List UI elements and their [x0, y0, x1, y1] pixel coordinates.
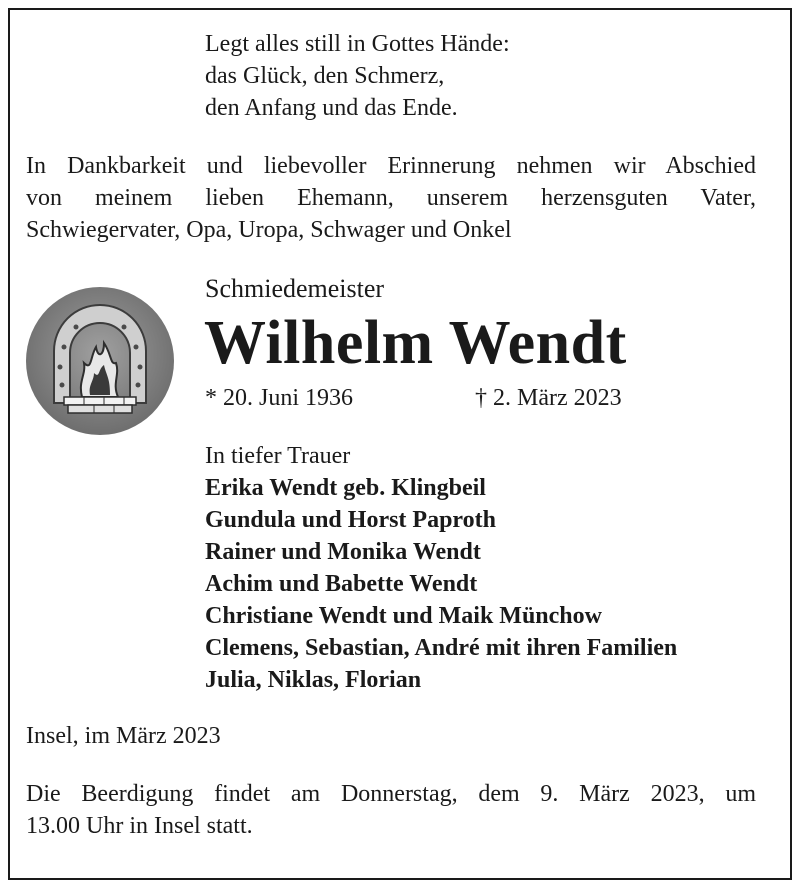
mourner-line: Rainer und Monika Wendt — [205, 539, 481, 565]
life-dates — [205, 382, 622, 414]
intro-line: Schwiegervater, Opa, Uropa, Schwager und Onkel — [26, 217, 512, 243]
mourning-heading: In tiefer Trauer — [205, 443, 351, 469]
intro-line: von meinem lieben Ehemann, unserem herzensguten Vater, — [26, 185, 756, 211]
mourner-line: Julia, Niklas, Florian — [205, 667, 422, 693]
deceased-name: Wilhelm Wendt — [204, 309, 627, 377]
funeral-notice — [26, 778, 756, 842]
death-date: † 2. März 2023 — [475, 385, 622, 411]
poem-line: Legt alles still in Gottes Hände: — [205, 31, 510, 57]
funeral-line: Die Beerdigung findet am Donnerstag, dem 9. März 2023, um — [26, 781, 756, 807]
funeral-line: 13.00 Uhr in Insel statt. — [26, 813, 253, 839]
poem-line: den Anfang und das Ende. — [205, 95, 458, 121]
intro-text — [26, 150, 756, 246]
blacksmith-emblem-icon — [24, 285, 176, 437]
mourner-line: Clemens, Sebastian, André mit ihren Familien — [205, 635, 678, 661]
poem-line: das Glück, den Schmerz, — [205, 63, 445, 89]
place-date: Insel, im März 2023 — [26, 723, 221, 749]
mourner-line: Achim und Babette Wendt — [205, 571, 478, 597]
birth-date: * 20. Juni 1936 — [205, 385, 354, 411]
mourner-line: Erika Wendt geb. Klingbeil — [205, 475, 486, 501]
poem — [205, 28, 510, 124]
mourner-line: Gundula und Horst Paproth — [205, 507, 496, 533]
mourner-line: Christiane Wendt und Maik Münchow — [205, 603, 602, 629]
intro-line: In Dankbarkeit und liebevoller Erinnerung nehmen wir Abschied — [26, 153, 756, 179]
mourners-block — [205, 440, 677, 696]
deceased-profession: Schmiedemeister — [205, 274, 385, 303]
